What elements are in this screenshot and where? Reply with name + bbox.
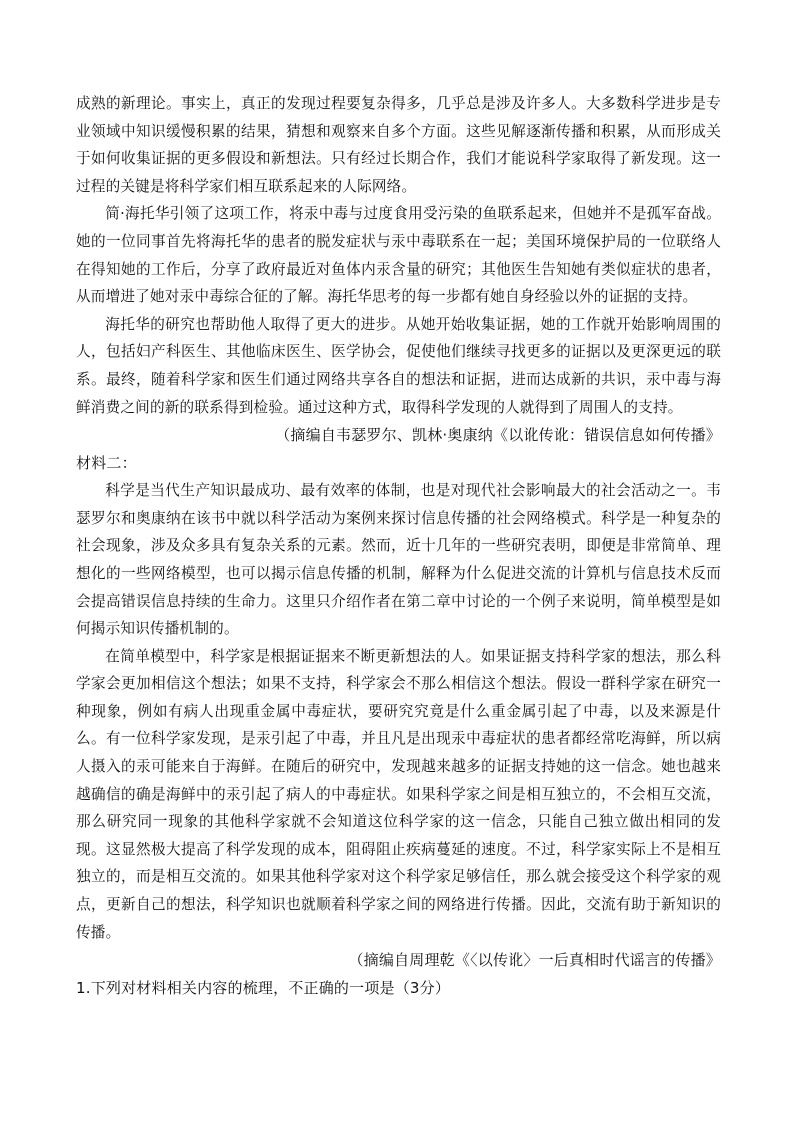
- material1-source: （摘编自韦瑟罗尔、凯林·奥康纳《以讹传讹：错误信息如何传播》: [275, 426, 721, 445]
- document-body: [76, 90, 721, 1002]
- material2-title: 材料二：: [76, 454, 137, 473]
- material1-paragraph-2: 简·海托华引领了这项工作，将汞中毒与过度食用受污染的鱼联系起来，但她并不是孤军奋战。她的一位同事首先将海托华的患者的脱发症状与汞中毒联系在一起；美国环境保护局的一位联络人在得知她的工作后，分享了政府最近对鱼体内汞含量的研究；其他医生告知她有类似症状的患者，从而增进了她对汞中毒综合征的了解。海托华思考的每一步都有她自身经验以外的证据的支持。: [76, 205, 721, 306]
- question-1: 1.下列对材料相关内容的梳理，不正确的一项是（3分）: [76, 979, 451, 998]
- material2-source: （摘编自周理乾《〈以传讹〉一后真相时代谣言的传播》: [348, 951, 721, 970]
- material1-paragraph-3: 海托华的研究也帮助他人取得了更大的进步。从她开始收集证据，她的工作就开始影响周围的人，包括妇产科医生、其他临床医生、医学协会，促使他们继续寻找更多的证据以及更深更远的联系。最终，随着科学家和医生们通过网络共享各自的想法和证据，进而达成新的共识，汞中毒与海鲜消费之间的新的联系得到检验。通过这种方式，取得科学发现的人就得到了周围人的支持。: [76, 315, 721, 416]
- material2-paragraph-1: 科学是当代生产知识最成功、最有效率的体制，也是对现代社会影响最大的社会活动之一。韦瑟罗尔和奥康纳在该书中就以科学活动为案例来探讨信息传播的社会网络模式。科学是一种复杂的社会现象，涉及众多具有复杂关系的元素。然而，近十几年的一些研究表明，即便是非常简单、理想化的一些网络模型，也可以揭示信息传播的机制，解释为什么促进交流的计算机与信息技术反而会提高错误信息持续的生命力。这里只介绍作者在第二章中讨论的一个例子来说明，简单模型是如何揭示知识传播机制的。: [76, 482, 721, 638]
- material1-paragraph-1: 成熟的新理论。事实上，真正的发现过程要复杂得多，几乎总是涉及许多人。大多数科学进步是专业领域中知识缓慢积累的结果，猜想和观察来自多个方面。这些见解逐渐传播和积累，从而形成关于如何收集证据的更多假设和新想法。只有经过长期合作，我们才能说科学家取得了新发现。这一过程的关键是将科学家们相互联系起来的人际网络。: [76, 95, 721, 195]
- material2-paragraph-2: 在简单模型中，科学家是根据证据来不断更新想法的人。如果证据支持科学家的想法，那么科学家会更加相信这个想法；如果不支持，科学家会不那么相信这个想法。假设一群科学家在研究一种现象，例如有病人出现重金属中毒症状，要研究究竟是什么重金属引起了中毒，以及来源是什么。有一位科学家发现，是汞引起了中毒，并且凡是出现汞中毒症状的患者都经常吃海鲜，所以病人摄入的汞可能来自于海鲜。在随后的研究中，发现越来越多的证据支持她的这一信念。她也越来越确信的确是海鲜中的汞引起了病人的中毒症状。如果科学家之间是相互独立的，不会相互交流，那么研究同一现象的其他科学家就不会知道这位科学家的这一信念，只能自己独立做出相同的发现。这显然极大提高了科学发现的成本，阻碍阻止疾病蔓延的速度。不过，科学家实际上不是相互独立的，而是相互交流的。如果其他科学家对这个科学家足够信任，那么就会接受这个科学家的观点，更新自己的想法，科学知识也就顺着科学家之间的网络进行传播。因此，交流有助于新知识的传播。: [76, 647, 721, 941]
